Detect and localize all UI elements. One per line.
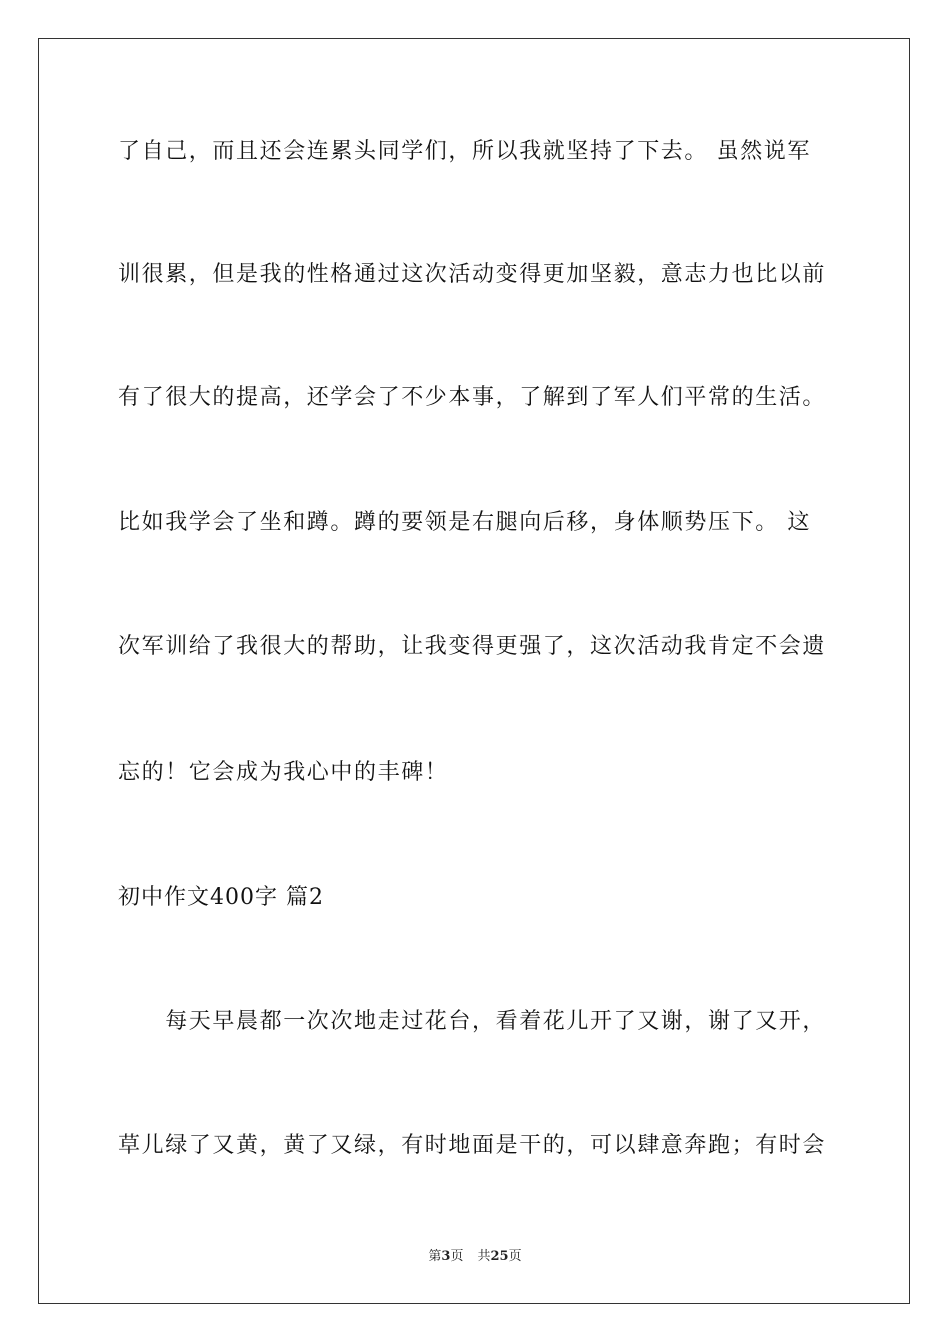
footer-total-pages: 25 [490, 1249, 509, 1264]
text-line-6: 忘的！它会成为我心中的丰碑！ [118, 760, 449, 785]
section-heading: 初中作文400字 篇2 [118, 885, 324, 910]
text-line-1: 了自己，而且还会连累头同学们，所以我就坚持了下去。 虽然说军 [118, 139, 811, 164]
footer-page-prefix: 第 [428, 1249, 442, 1264]
page-footer [0, 1248, 950, 1266]
page-border [38, 38, 910, 1304]
footer-total-suffix: 页 [508, 1249, 522, 1264]
text-line-5: 次军训给了我很大的帮助，让我变得更强了，这次活动我肯定不会遗 [118, 634, 827, 659]
text-line-2: 训很累，但是我的性格通过这次活动变得更加坚毅，意志力也比以前 [118, 262, 827, 287]
footer-total-prefix: 共 [477, 1249, 491, 1264]
text-line-7: 每天早晨都一次次地走过花台，看着花儿开了又谢，谢了又开， [118, 1009, 827, 1034]
text-line-3: 有了很大的提高，还学会了不少本事，了解到了军人们平常的生活。 [118, 385, 827, 410]
text-line-8: 草儿绿了又黄，黄了又绿，有时地面是干的，可以肆意奔跑；有时会 [118, 1133, 827, 1158]
text-line-4: 比如我学会了坐和蹲。蹲的要领是右腿向后移，身体顺势压下。 这 [118, 510, 811, 535]
footer-page-number: 3 [441, 1249, 451, 1264]
footer-page-suffix: 页 [450, 1249, 464, 1264]
